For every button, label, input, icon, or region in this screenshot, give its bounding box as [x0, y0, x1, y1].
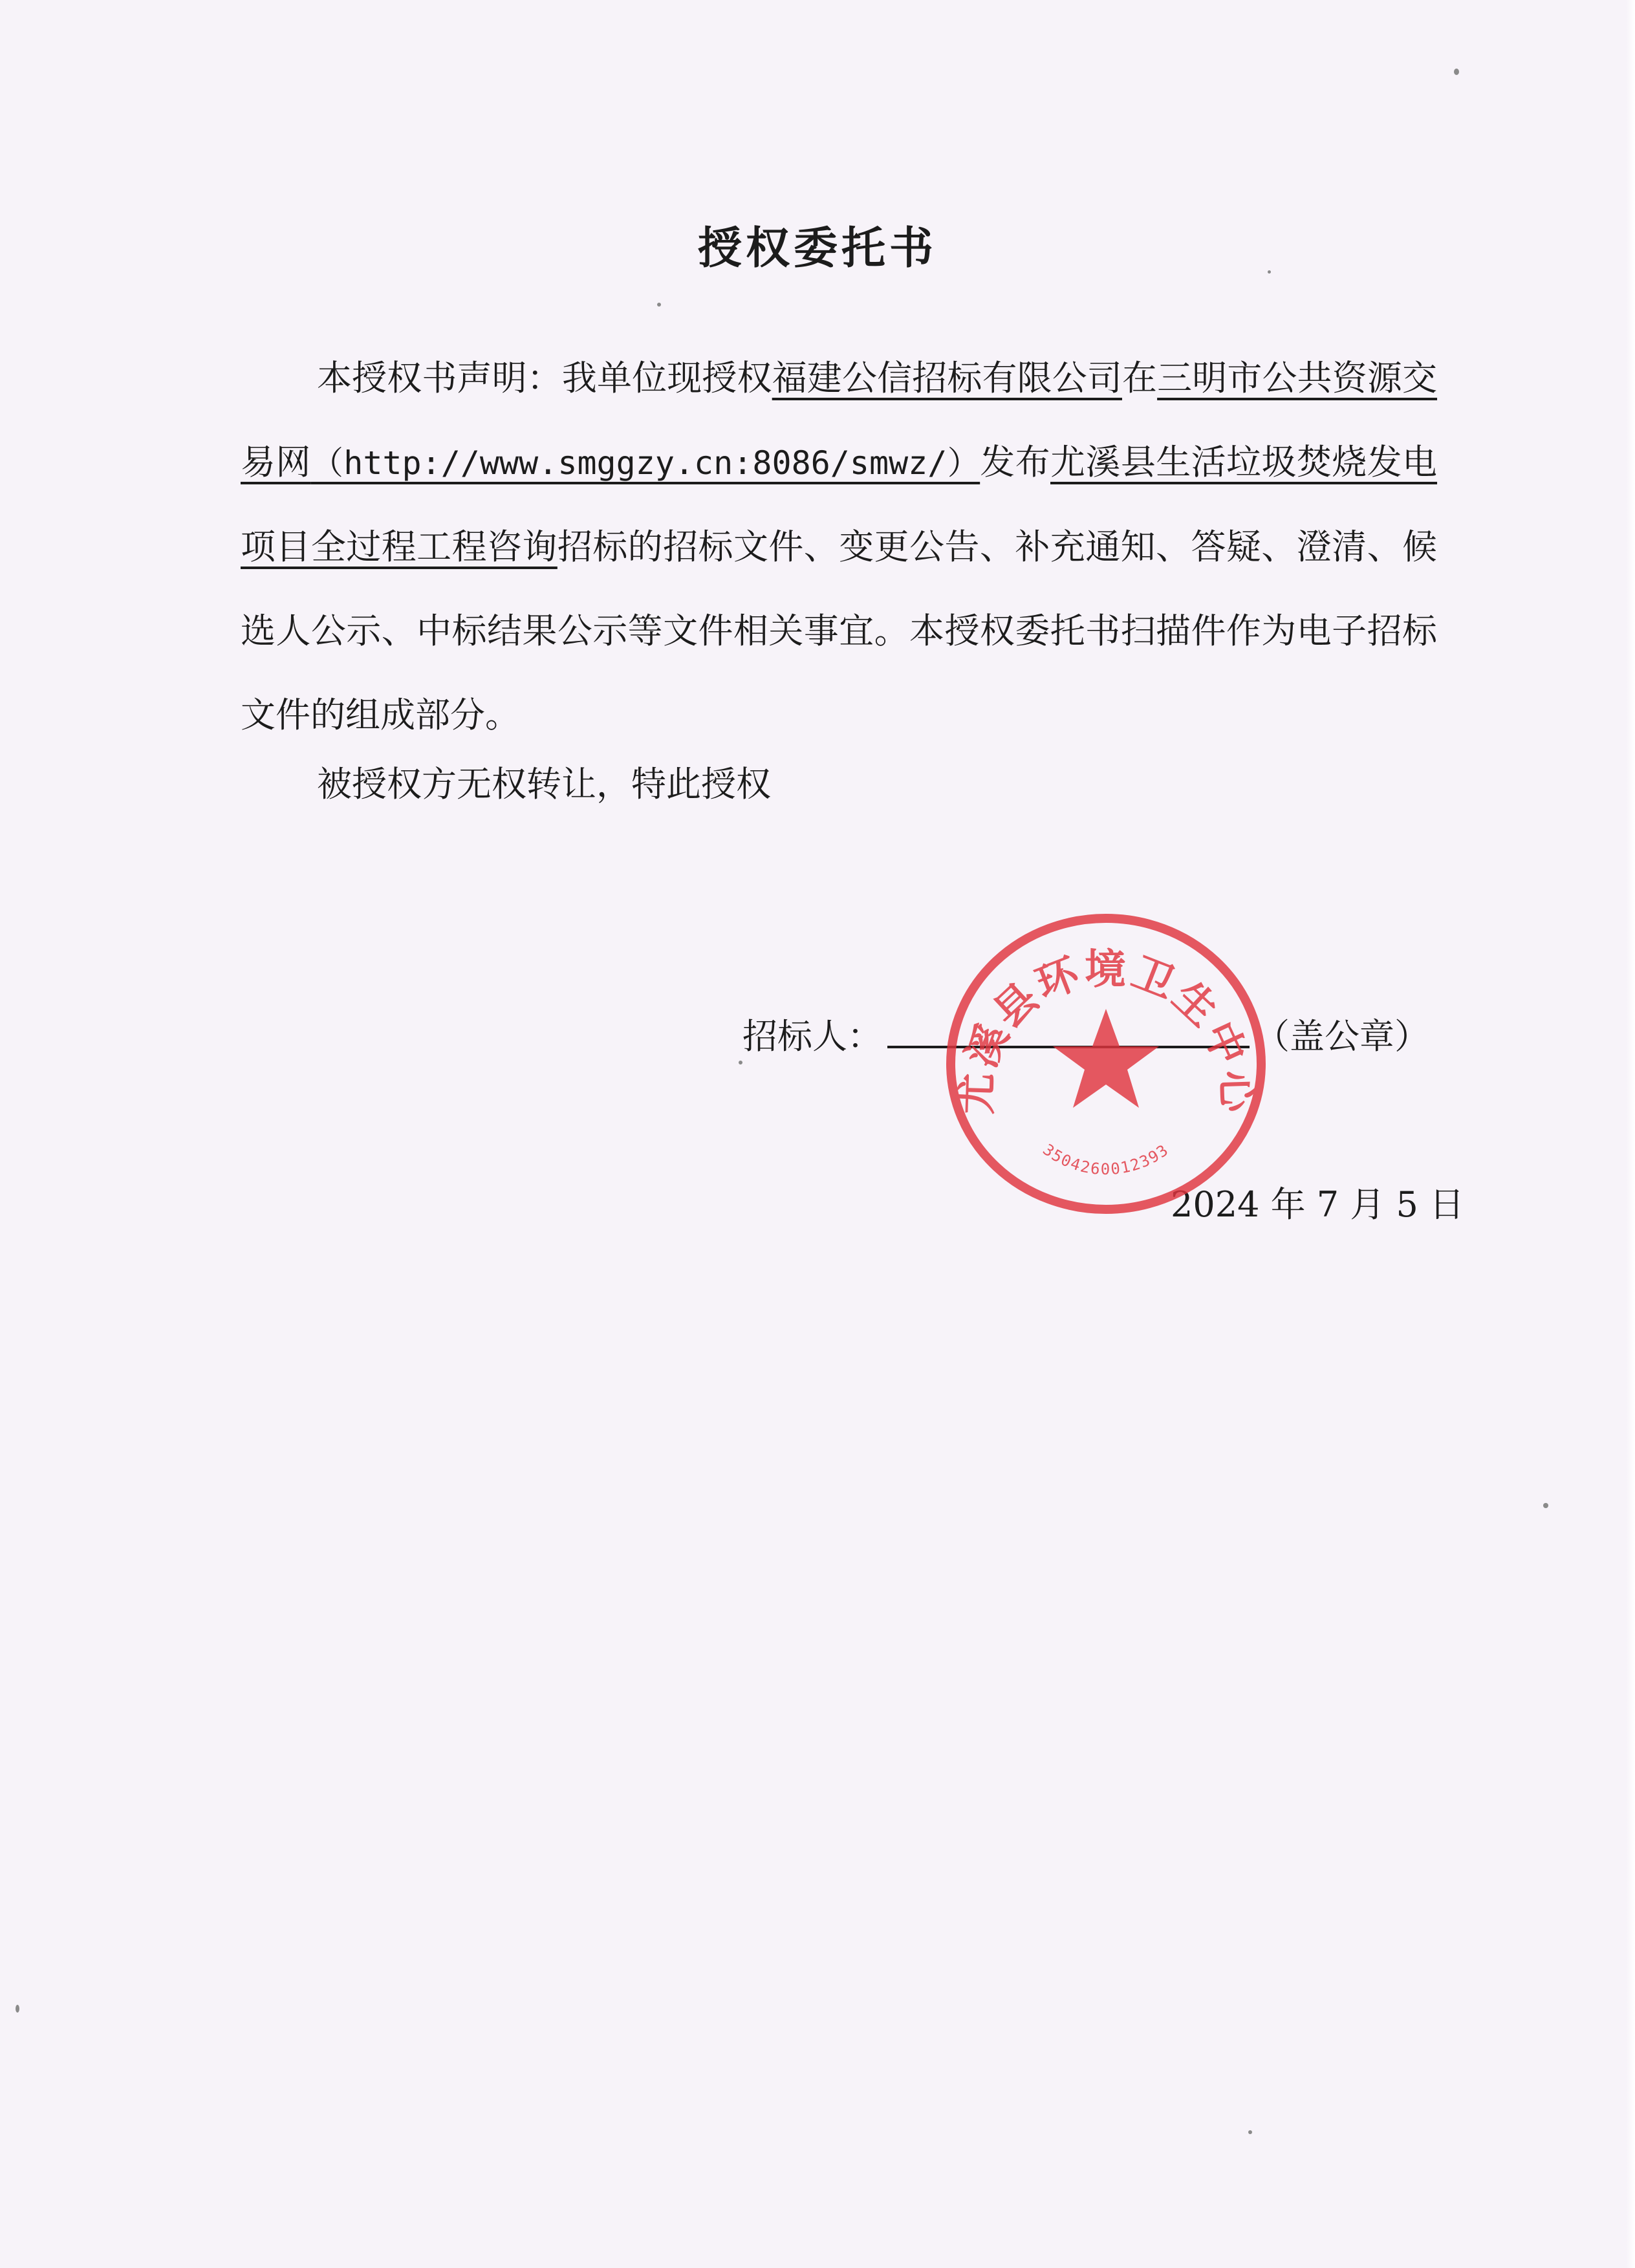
document-date: 2024 年 7 月 5 日 — [1171, 1184, 1464, 1225]
scan-speck — [1268, 270, 1271, 274]
scan-speck — [1248, 2130, 1252, 2134]
seal-code: 3504260012393 — [1039, 1140, 1173, 1178]
document-title: 授权委托书 — [697, 223, 937, 274]
paragraph-text-c: 发布 — [980, 442, 1051, 482]
paragraph-authorization — [241, 336, 1437, 757]
project-name: 尤溪县生活垃圾焚烧发电项目全过程工程咨询 — [241, 442, 1438, 567]
scan-speck — [657, 303, 661, 307]
paragraph-text-d: 招标的招标文件、变更公告、补充通知、答疑、澄清、候选人公示、中标结果公示等文件相关事宜。本授权委托书扫描件作为电子招标文件的组成部分。 — [241, 526, 1438, 735]
scan-speck — [739, 1061, 742, 1064]
page-edge — [1626, 0, 1635, 2268]
paragraph-text-b: 在 — [1121, 358, 1158, 398]
scan-speck — [16, 2005, 19, 2013]
seal-star-icon — [1053, 1009, 1159, 1108]
closing-statement: 被授权方无权转让，特此授权 — [317, 764, 771, 805]
platform-name: 三明市公共资源交易网 — [241, 358, 1438, 482]
seal-org-name: 尤溪县环境卫生中心 — [952, 945, 1261, 1116]
platform-url: （http://www.smggzy.cn:8086/smwz/） — [310, 444, 980, 482]
signature-label: 招标人： — [742, 1016, 882, 1057]
seal-note: （盖公章） — [1255, 1016, 1429, 1057]
agent-company-name: 福建公信招标有限公司 — [772, 358, 1122, 398]
official-seal — [931, 902, 1281, 1226]
scan-speck — [1543, 1503, 1548, 1508]
scan-speck — [1454, 69, 1459, 75]
paragraph-text-a: 本授权书声明：我单位现授权 — [317, 358, 772, 398]
document-body — [241, 336, 1437, 757]
